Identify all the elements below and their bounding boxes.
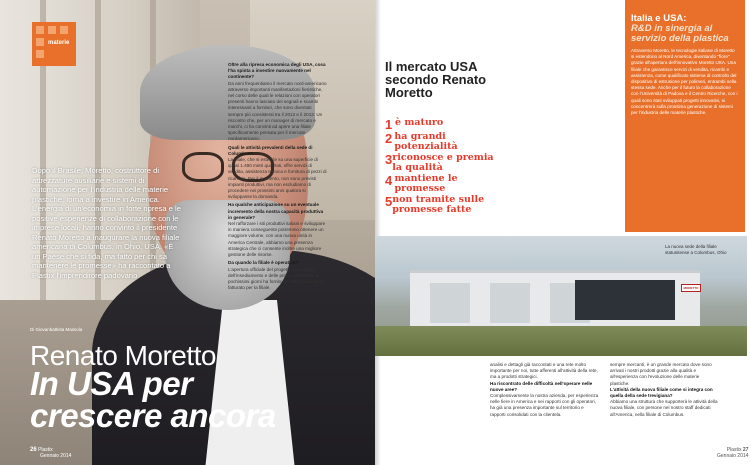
box-item-number: 4: [385, 173, 393, 188]
box-title: Il mercato USA secondo Renato Moretto: [385, 59, 487, 100]
right-page: [375, 0, 750, 465]
box-item-number: 3: [385, 152, 393, 167]
folio-date: Gennaio 2014: [717, 453, 749, 459]
box-item-number: 2: [385, 131, 393, 146]
article-main-title: [30, 365, 276, 434]
folio-left: [30, 447, 71, 459]
sidebar-subtitle: R&D in sinergia al servizio della plastica: [631, 23, 729, 44]
interview-column-right-1: [490, 362, 600, 418]
article-intro: Dopo il Brasile, Moretto, costruttore di attrezzature ausiliarie e sistemi di automazione per l'industria delle materie plastiche, torna a investire in America. L'energia di un'economia in forte ripresa e le positive esperienze di collaborazione con le imprese locali, hanno convinto il presidente Renato Moretto a inaugurare la nuova filiale americana di Columbus, in Ohio, USA. «È un Paese che si fida, ma fatto per chi sa mantenere le promesse» ha raccontato a Plastix l'imprenditore padovano: [32, 166, 181, 280]
box-item-number: 1: [385, 117, 393, 132]
interview-column-left: [228, 60, 328, 291]
interview-question: Ha qualche anticipazione su un eventuale incremento della nostra capacità produttiva in generale?: [228, 202, 324, 220]
folio-date: Gennaio 2014: [40, 453, 72, 459]
folio-magazine: Plastix: [38, 447, 53, 453]
interview-question: Da quando la filiale è operativa?: [228, 260, 299, 266]
box-list-item: [385, 174, 505, 194]
title-line-2: crescere ancora: [30, 397, 276, 434]
box-list-item: [385, 118, 505, 131]
interview-answer: La filiale, che si estende su una superficie di quasi 1.480 metri quadrati, offre servizi di vendita, assistenza tecnica e fornitura di pezzi di ricambio. Per il momento, non sono previsti impianti produttivi, ma non escludiamo di procedere nei prossimi anni qualora si sviluppasse la domanda.: [228, 157, 327, 200]
title-line-1: In USA per: [30, 365, 193, 402]
building-window: [575, 280, 675, 320]
box-item-text: ha grandi potenzialità: [394, 131, 458, 152]
box-list: [385, 118, 505, 216]
folio-right: [717, 447, 748, 459]
interview-question: Oltre alla ripresa economica degli USA, cosa l'ha spinta a investire nuovamente nel continente?: [228, 62, 326, 80]
interview-question: L'attività della nuova filiale come si integra con quella della sede trevigiana?: [610, 386, 713, 399]
box-list-item: [385, 153, 505, 173]
sidebar-orange: [625, 0, 745, 232]
sidebar-title: Italia e USA:: [631, 13, 687, 24]
folio-page-number: 27: [742, 447, 749, 453]
building-sign-text: MORETTO: [683, 286, 699, 290]
interview-answer: sempre mercanti, è un grande mercato dove sono arrivati i nostri prodotti grazie alla qualità e all'esperienza con l'evoluzione delle materie plastiche.: [610, 362, 712, 386]
box-item-text: riconosce e premia la qualità: [392, 152, 494, 173]
box-item-text: non tramite sulle promesse fatte: [392, 194, 485, 215]
article-name-title: Renato Moretto: [30, 340, 216, 371]
box-item-text: è maturo: [395, 117, 444, 128]
box-item-text: mantiene le promesse: [394, 173, 458, 194]
interview-answer: Abbiamo una struttura che supporterà le attività della nuova filiale, con persone nel nostro staff dedicati all'America, nella filiale di Columbus.: [610, 399, 718, 417]
interview-column-right-2: [610, 362, 720, 418]
interview-answer: Nel rafforzare i siti produttivi italiani e sviluppare in maniera conseguente potremmo ottenere un maggiore volume, con una nuova unità in America Centrale, abbiamo una presenza strategica che ci consente inoltre una migliore gestione delle risorse.: [228, 221, 326, 258]
interview-answer: L'apertura ufficiale del progetto, lo sviluppo dell'insediamento e delle prime commesse in pochissimi giorni ha fornito un ottimo volume di fatturato per la filiale.: [228, 266, 324, 291]
sidebar-body: Attraverso Moretto, le tecnologie italiane di Moretto si estendono al Nord America, diventando "fiore" grazie all'apertura dell'innovativo Moretto USA. Una filiale che garantisce servizi di vendita, ricambi e assistenza, come qualificato sistema di controllo del dispositivo di estrusione per polimeri, entrambi nella stessa sede. Anche per il futuro la collaborazione con l'Università di Padova e il Centro Ricerche, con i quali sono stati sviluppati progetti innovativi, si concentrerà sulla prossima generazione di sistemi per l'industria delle materie plastiche.: [631, 48, 738, 116]
box-item-number: 5: [385, 194, 393, 209]
section-label: materie: [48, 40, 70, 46]
building-sign: [681, 284, 701, 292]
interview-answer: analisi e dettagli già raccontati e una rete molto importante per noi, tutte afferenti all'attività della rete, ma a prodotti strategici.: [490, 362, 598, 380]
interview-question: Ha riscontrato delle difficoltà nell'operare nelle nuove aree?: [490, 380, 593, 392]
page-gutter: [375, 0, 381, 465]
interview-answer: Complessivamente la nostra azienda, per esperienza nelle fiere in America e nei rapporti con gli operatori, ha già una presenza importante sul territorio e rapporti consolidati con la clientela.: [490, 393, 599, 417]
box-list-item: [385, 195, 505, 215]
interview-answer: Da anni frequentiamo il mercato nord-americano attraverso importanti manifestazioni fieristiche, nel corso delle quali le relazioni con operatori presenti hanno lasciato dei segnali e scambi interessanti a fornitori, che sono diventati sempre più consistenti tra il 2012 e il 2013. Un riscontro che, per un manager di mercato e marchi, ci ha convinti ad aprire una filiale specificamente pensata per il mercato nordamericano.: [228, 80, 327, 142]
lawn: [375, 326, 747, 356]
folio-page-number: 26: [30, 447, 37, 453]
photo-caption: La nuova sede della filiale statunitense a Columbus, Ohio: [665, 244, 727, 255]
interview-question: Quali le attività prevalenti della sede di Columbus?: [228, 144, 313, 156]
author-credit: Di Giovanbattista Massola: [30, 327, 83, 332]
folio-magazine: Plastix: [726, 447, 742, 453]
box-list-item: [385, 132, 505, 152]
